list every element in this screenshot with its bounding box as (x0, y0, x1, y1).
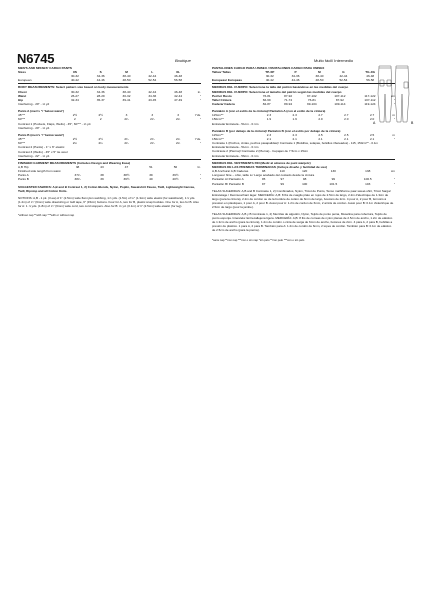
table-row: 115cm** 2.3 2.3 2.5 2.5 2.5 m (212, 132, 395, 137)
pants-line-drawing (367, 64, 417, 126)
table-row: 150cm** 2.1 2.1 2.1 2.1 2.1 " (212, 137, 395, 142)
view-label-a: A (373, 121, 376, 125)
table-row: 30-32 34-36 38-40 42-44 46-48 (265, 74, 375, 79)
table-row: Chest 30-32 34-36 38-40 42-44 46-48 in. (18, 89, 201, 94)
entretela-note: Entretela/ Entretela - 56cm - 0.1m (212, 153, 259, 158)
table-row: 45"** 2½ 2½ 2¾ 2¾ 2¾ Yds. (18, 137, 201, 142)
pants-b-title-es: Pantalón B (por debajo de la cintura)/ Pantalón B (con el estilo por debajo de la cintura) (212, 128, 341, 133)
table-row: European 40-42 44-46 48-50 52-54 56-58 (18, 78, 183, 83)
nap-footnote-es: *sans nap **con nap ***con o sin nap *sin pelo **con pelo ***con o sin pelo (212, 237, 305, 242)
table-row: 60"** 2 2 2¼ 2¼ 2¼ " (18, 117, 201, 122)
table-row: 45"** 2½ 2½ 3 3 3 Yds. (18, 113, 201, 118)
contraste-1-note: Contraste 1 (Pochos, cintas, pechos pasapalidas)/ Contraste 1 (Bolsillos, solapas, bolsillos ribeteados) - 115, 150cm** - 0.1m (212, 141, 379, 146)
finished-measurements-table-es (212, 169, 395, 185)
body-measurements-title-es-2: MEDIDAS DEL CUERPO: Seleccione el tamaño del patrón según las medidas del cuerpo (212, 89, 342, 94)
table-row: Pantalón A/ Pantalón A 95 97 98 99 100.5 " (212, 177, 395, 182)
interfacing-note: Interfacing - 22" - ⅛ yd. (18, 153, 51, 158)
body-measurements-title: BODY MEASUREMENTS: Select pattern size based on body measurements (18, 83, 201, 89)
table-row: Europeas/ Europeas 40-42 44-46 48-50 52-54 56-58 (212, 78, 375, 83)
table-row: Waist 26-27 28-29 30-32 34-36 42-44 " (18, 93, 201, 98)
garment-title: MEN'S AND MISSES' CARGO PANTS (18, 66, 72, 70)
pants-a-title-es: Pantalón A (con el estilo de la cintura)/ Pantalón A (con el estilo de la cintura) (212, 109, 326, 114)
contraste-2-note: Contraste 2 (Pierna)/ Contraste 2 (Pierna) - Cepajan de 7.5cm x 15cm (212, 149, 309, 154)
finished-measurements-title-es: MEDIDAS DEL VESTIMENTA FIN (Medir al alcance de punt wanjetc) (212, 159, 395, 165)
table-row: Cadera/ Cadera 82-87 89-94 99-104 109-114 119-124 " (212, 102, 395, 107)
table-row: Pecho/ Busto 76-81 87-92 97-102 107-112 117-122 cm (212, 93, 395, 98)
pants-b-title: Pants B (men's "/ 'below waist') (18, 132, 65, 137)
view-label-b: B (411, 121, 414, 125)
entretela-note: Entretela/ Entretela - 51cm - 0.1m (212, 121, 259, 126)
pants-a-title: Pants A (men's "/ 'below waist') (18, 109, 64, 114)
table-row: Hip 32-34 35-37 39-41 43-45 47-49 " (18, 97, 201, 102)
difficulty-label: Muito fácil/ Intermedio (314, 58, 354, 63)
table-row: Finished side length from waist (18, 169, 61, 174)
pants-b-outline (395, 66, 409, 122)
pants-a-pocket (387, 80, 391, 86)
table-row: Pants B 38¼ 39 39½ 40 40½ " (18, 177, 201, 182)
finished-measurements-table (18, 165, 201, 181)
notions-text: NOTIONS: A,B - 1 pk. (3 ea) of 1" (2.5cm) wide flat nylon webbing, 1⅞ yds. (1.5m) of ¼" (1.3cm) wide elastic (for waistband), 1⅞ yds. (1.2m) of ¼" (6mm) wide drawstring or twill tape, 6" (15cm) buttons. Four for A, two for B, plastic snap buckles. One for A, two for B. Also for A: 1 ⅞ yds. (1.8m) of ¼" (6mm) wide cord, two cord stoppers. Also for B: ⅛ yd. (0.1m) of 1" (2.5cm) wide elastic (for leg). (18, 195, 199, 208)
pants-a-table (18, 113, 201, 121)
pants-b-pocket (404, 82, 408, 88)
finished-measurements-title-es-2: MEDIDAS DE LAS PRENDAS TERMINADAS (Incluye diseño y facilidad de uso) (212, 165, 328, 170)
pattern-number: N6745 (17, 51, 55, 66)
suggested-fabrics: SUGGESTED FABRICS: A,B and B Contrast 1, 2) Cotton Blends, Nylon, Poplin, Sweatshirt Fleece, Twill, Lightweight Canvas, Twill, Ripstop and all Cotton Knits. (18, 184, 196, 193)
contrast-1-note: Contrast 1 (Pockets, Flaps, Welts) - 45", 60"** - ⅛ yd. (18, 121, 92, 126)
table-row: Pantalón B/ Pantalón B 97 99 100 101.5 103 " (212, 181, 395, 186)
pants-a-pocket (380, 80, 384, 86)
sizes-table (18, 70, 201, 82)
table-row: A,B Hip 38 43 47 51 56 In. (18, 165, 201, 170)
nap-footnote: *without nap **with nap ***with or without nap (18, 213, 75, 218)
table-row: 115cm** 2.3 2.3 2.7 2.7 2.7 m (212, 113, 395, 118)
finished-measurements-title: FINISHED GARMENT MEASUREMENTS (Includes Design and Wearing Ease) (18, 159, 201, 165)
table-row: Talle/ Cintura 66-69 71-74 76-81 87-92 107-112 " (212, 97, 395, 102)
merceria-text: TELAS SUGERIDAS: A,B y B Contraste 1, 2) Mezclas de algodón, Nylon, Tejido de punto peina, Muselina para cobertura, Tejido de punto esponja. Interelela: Entrecallejena ligera. MERCERÍA: A,B: 8 lbs de correas de nylon planas de 2.5cm de ancho, 1.2m de elástico de 1.3cm de ancho (para la cintura), 1.2m de cordón o cinta de sarga de 6mm de ancho, botones de 2cm. 4 para A, 2 para B, hebillas a presión de plástico. 1 para A, 2 para B. También para A: 1.2m de cordón de 6mm, 2 topes de cordón. También para B: 0.1m de elástico de 2.5cm de ancho (para la pierna). (212, 212, 393, 233)
sizes-header-row: Tallas/ Tallas TP-XP P M G TG-XG (212, 70, 376, 75)
contrast-3-note: Contrast 3 (Welts) - 45" x 5" tie wool (18, 149, 68, 154)
garment-title-es: PANTALONES CARGO PARA UNISEX / PANTALONES CARGO PARA UNISEX (212, 66, 325, 70)
english-column (18, 66, 201, 218)
table-row: A,B Anchura/ A,B Caderas 98 110 120 130 138 cm (212, 169, 395, 174)
table-row: 150cm** 1.9 1.9 2.0 2.0 2.0 " (212, 117, 395, 122)
pants-b-table (18, 137, 201, 145)
table-row: 60"** 2¼ 2¼ 2¼ 2¼ 2¼ " (18, 141, 201, 146)
pants-a-outline (378, 66, 392, 122)
body-measurements-table (18, 90, 201, 102)
table-row: Pants A 37¼ 38 38½ 39 39½ " (18, 173, 201, 178)
brand-label: Boutique (175, 58, 191, 63)
sizes-header-row: Sizes XS S M L XL (18, 70, 181, 75)
table-row: Longueur finie – côté, taille à / Largo acabado del costado desde la cintura (212, 173, 315, 178)
contrast-2-note: Contrast 2 (Pants) - 1" x 6" elastic (18, 145, 65, 150)
table-row: 30-32 34-36 38-40 42-44 46-48 (70, 74, 183, 79)
telas-text-fr: TELAS SUGERIDAS: A,B and B Contraste 1, 2) Combinados, Nylon, Tricot de Punto, Tenso malhiforme paar sweet-shirt, Tricot Sarga/ Entretelage / Demisouchant lager. MERCERÍA: A,B: 8 lbs de cuaglio plato en rojos de 2.5cm de largo, 2.2m d'électrique de 1.3cm de largo (para la cintura), 2.2m de cordon ou de la bordure de cotton de 6mm de largo, boutons de 2cm. 4 pour A, 2 pour B, fermoirs à pression en plastiques, 1 pour A, 2 pour B. Aussi pour A: 1.2m de cordon de 6mm, 2 arrêts de cordon. Aussi pour B: 0.1m d'électrique de 2.5cm de largo (pour la jambe). (212, 188, 394, 210)
pants-b-table-es (212, 133, 395, 141)
body-measurements-title-es: MEDIDAS DEL CUERPO: Seleccione la talla del patrón basándose en las medidas del cuerpo (212, 83, 395, 89)
entretela-note: Entretela/ Entretela - 51cm - 0.1m (212, 145, 259, 150)
interfacing-note: Interfacing - 20" - ⅛ yd. (18, 125, 51, 130)
interfacing-note: Interfacing - 20" - ⅛ yd (18, 101, 50, 106)
